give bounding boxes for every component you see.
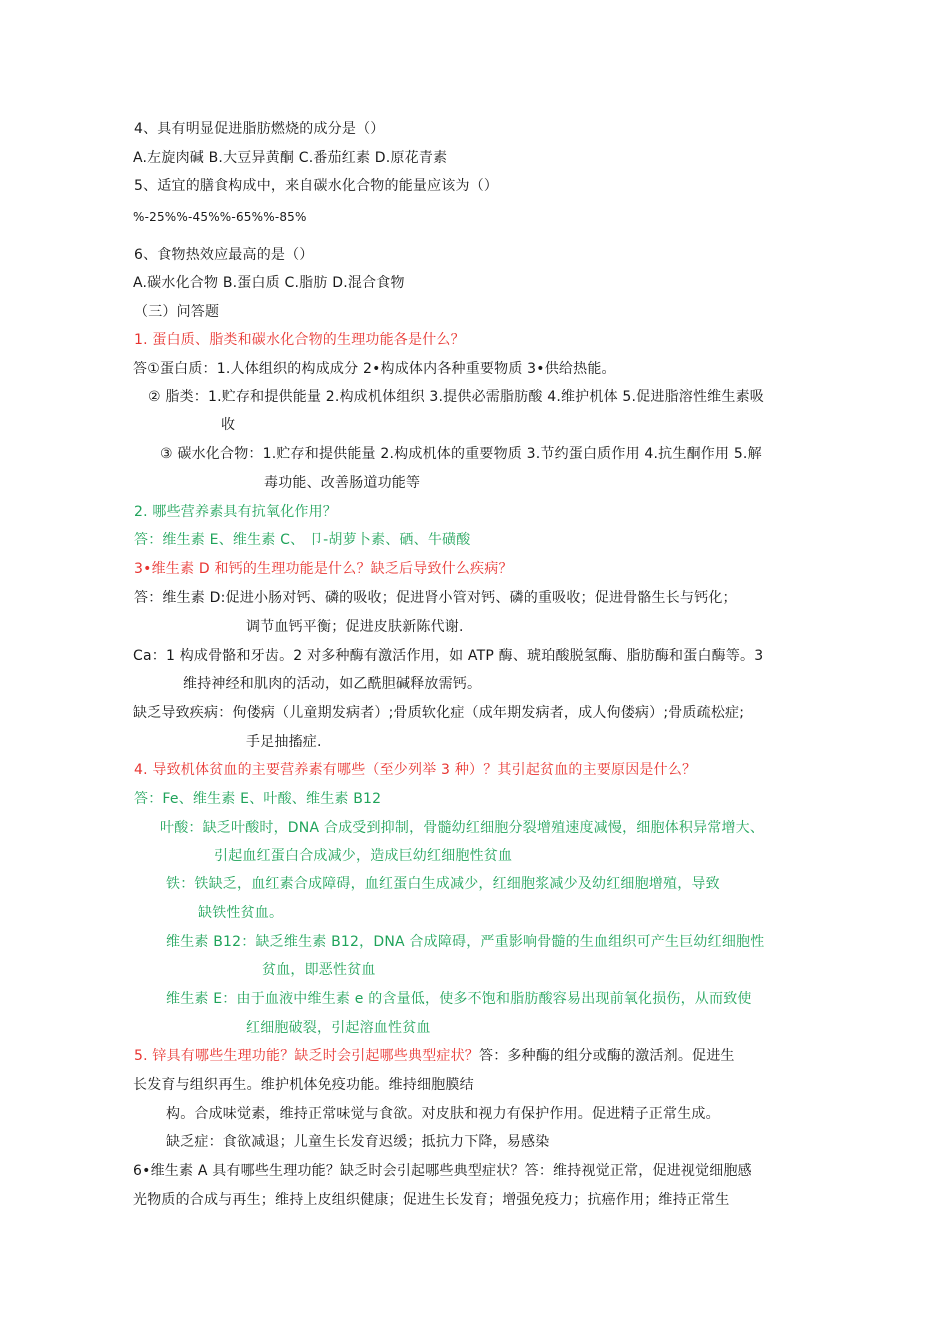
qa5-line3: 构。合成味觉素，维持正常味觉与食欲。对皮肤和视力有保护作用。促进精子正常生成。 bbox=[166, 1106, 720, 1122]
qa3-ca-line2: 维持神经和肌肉的活动，如乙酰胆碱释放需钙。 bbox=[183, 676, 482, 692]
qa2-answer: 答：维生素 E、维生素 C、 卩-胡萝卜素、硒、牛磺酸 bbox=[134, 532, 471, 548]
qa5-line2: 长发育与组织再生。维护机体免疫功能。维持细胞膜结 bbox=[133, 1077, 474, 1093]
qa4-iron-line2: 缺铁性贫血。 bbox=[198, 905, 284, 921]
qa1-answer-carb-line1: ③ 碳水化合物：1.贮存和提供能量 2.构成机体的重要物质 3.节约蛋白质作用 4.抗生酮作用 5.解 bbox=[160, 446, 762, 462]
qa5-question: 5. 锌具有哪些生理功能？缺乏时会引起哪些典型症状？ bbox=[134, 1048, 480, 1064]
qa1-question: 1. 蛋白质、脂类和碳水化合物的生理功能各是什么？ bbox=[134, 332, 465, 348]
qa3-ca-line1: Ca：1 构成骨骼和牙齿。2 对多种酶有激活作用，如 ATP 酶、琥珀酸脱氢酶、脂肪酶和蛋白酶等。3 bbox=[133, 648, 764, 664]
q5-options: %-25%%-45%%-65%%-85% bbox=[133, 210, 307, 224]
qa6-line1: 6•维生素 A 具有哪些生理功能？缺乏时会引起哪些典型症状？答：维持视觉正常，促进视觉细胞感 bbox=[133, 1163, 752, 1179]
qa4-vite-line1: 维生素 E：由于血液中维生素 e 的含量低，使多不饱和脂肪酸容易出现前氧化损伤，从而致使 bbox=[166, 991, 752, 1007]
qa3-disease-line1: 缺乏导致疾病：佝偻病（儿童期发病者）;骨质软化症（成年期发病者，成人佝偻病）;骨质疏松症; bbox=[133, 705, 745, 721]
q6-stem: 6、食物热效应最高的是（） bbox=[134, 247, 314, 263]
q4-options: A.左旋肉碱 B.大豆异黄酮 C.番茄红素 D.原花青素 bbox=[133, 150, 448, 166]
q5-stem: 5、适宜的膳食构成中，来自碳水化合物的能量应该为（） bbox=[134, 178, 499, 194]
qa6-line2: 光物质的合成与再生；维持上皮组织健康；促进生长发育；增强免疫力；抗癌作用；维持正常生 bbox=[133, 1192, 730, 1208]
qa4-b12-line1: 维生素 B12：缺乏维生素 B12，DNA 合成障碍，严重影响骨髓的生血组织可产生巨幼红细胞性 bbox=[166, 934, 765, 950]
qa5-answer-inline: 答：多种酶的组分或酶的激活剂。促进生 bbox=[479, 1048, 735, 1064]
qa1-answer-protein: 答①蛋白质：1.人体组织的构成成分 2•构成体内各种重要物质 3•供给热能。 bbox=[133, 361, 616, 377]
qa4-question: 4. 导致机体贫血的主要营养素有哪些（至少列举 3 种）？其引起贫血的主要原因是什么？ bbox=[134, 762, 697, 778]
qa3-question: 3•维生素 D 和钙的生理功能是什么？缺乏后导致什么疾病？ bbox=[134, 561, 513, 577]
q4-stem: 4、具有明显促进脂肪燃烧的成分是（） bbox=[134, 121, 385, 137]
qa3-vitd-line2: 调节血钙平衡；促进皮肤新陈代谢. bbox=[246, 619, 464, 635]
q6-options: A.碳水化合物 B.蛋白质 C.脂肪 D.混合食物 bbox=[133, 275, 405, 291]
qa5-line4: 缺乏症：食欲减退；儿童生长发育迟缓；抵抗力下降，易感染 bbox=[166, 1134, 550, 1150]
qa3-vitd-line1: 答：维生素 D:促进小肠对钙、磷的吸收；促进肾小管对钙、磷的重吸收；促进骨骼生长与钙化； bbox=[134, 590, 737, 606]
qa4-iron-line1: 铁：铁缺乏，血红素合成障碍，血红蛋白生成减少，红细胞浆减少及幼红细胞增殖，导致 bbox=[166, 876, 720, 892]
section-heading: （三）问答题 bbox=[134, 304, 220, 320]
qa3-disease-line2: 手足抽搐症. bbox=[246, 734, 322, 750]
qa2-question: 2. 哪些营养素具有抗氧化作用？ bbox=[134, 504, 338, 520]
qa1-answer-carb-line2: 毒功能、改善肠道功能等 bbox=[264, 475, 421, 491]
qa1-answer-fat-line2: 收 bbox=[221, 417, 236, 433]
qa4-answer: 答：Fe、维生素 E、叶酸、维生素 B12 bbox=[134, 791, 382, 807]
qa5-line1 bbox=[134, 1046, 735, 1066]
qa4-folate-line1: 叶酸：缺乏叶酸时，DNA 合成受到抑制，骨髓幼红细胞分裂增殖速度减慢，细胞体积异常增大、 bbox=[160, 820, 765, 836]
qa1-answer-fat-line1: ② 脂类：1.贮存和提供能量 2.构成机体组织 3.提供必需脂肪酸 4.维护机体 5.促进脂溶性维生素吸 bbox=[148, 389, 764, 405]
qa4-folate-line2: 引起血红蛋白合成减少，造成巨幼红细胞性贫血 bbox=[214, 848, 513, 864]
qa4-vite-line2: 红细胞破裂，引起溶血性贫血 bbox=[246, 1020, 431, 1036]
qa4-b12-line2: 贫血，即恶性贫血 bbox=[262, 962, 376, 978]
